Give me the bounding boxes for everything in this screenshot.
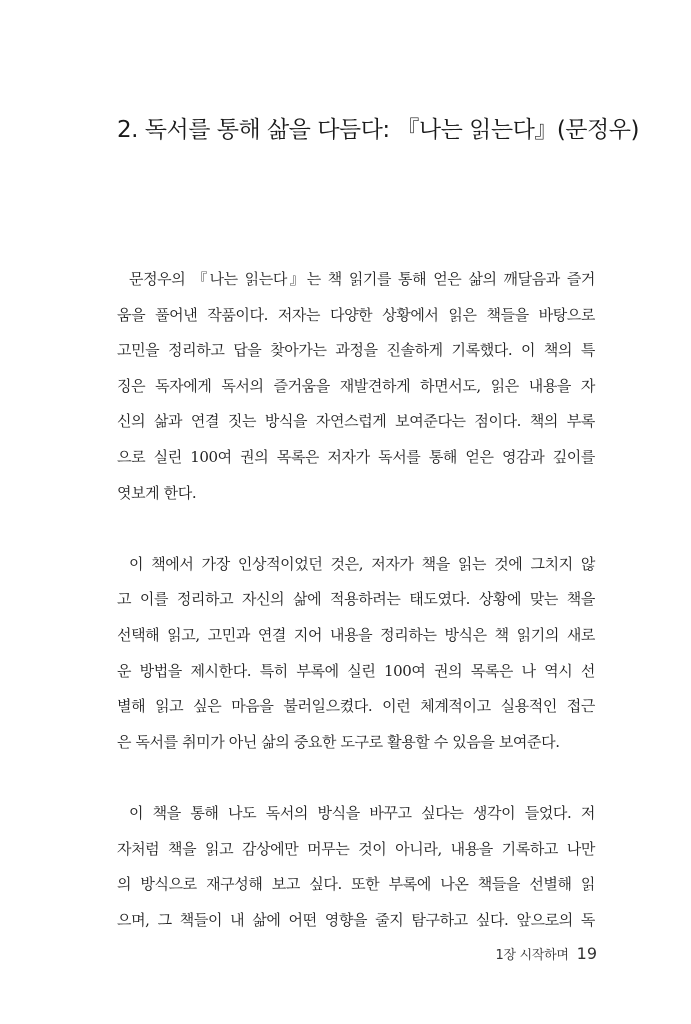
paragraph-2 [117,547,595,761]
paragraph-1 [117,262,595,511]
text-line: 은 독서를 취미가 아닌 삶의 중요한 도구로 활용할 수 있음을 보여준다. [117,732,560,751]
chapter-label: 1장 시작하며 [495,948,569,963]
text-line: 별해 읽고 싶은 마음을 불러일으켰다. 이런 체계적이고 실용적인 접근 [117,697,595,716]
page-footer [496,944,597,963]
text-line: 움을 풀어낸 작품이다. 저자는 다양한 상황에서 읽은 책들을 바탕으로 [117,305,595,324]
text-line: 자처럼 책을 읽고 감상에만 머무는 것이 아니라, 내용을 기록하고 나만 [117,839,595,858]
text-line: 운 방법을 제시한다. 특히 부록에 실린 100여 권의 목록은 나 역시 선 [117,661,595,680]
paragraph-gap [117,511,595,547]
text-line: 엿보게 한다. [117,483,197,502]
text-line: 선택해 읽고, 고민과 연결 지어 내용을 정리하는 방식은 책 읽기의 새로 [117,625,595,644]
section-title: 2. 독서를 통해 삶을 다듬다: 『나는 읽는다』(문정우) [117,117,639,143]
text-line: 으며, 그 책들이 내 삶에 어떤 영향을 줄지 탐구하고 싶다. 앞으로의 독 [117,910,595,929]
text-line: 이 책에서 가장 인상적이었던 것은, 저자가 책을 읽는 것에 그치지 않 [129,554,595,573]
paragraph-3 [117,796,595,938]
text-line: 고민을 정리하고 답을 찾아가는 과정을 진솔하게 기록했다. 이 책의 특 [117,341,595,360]
text-line: 징은 독자에게 독서의 즐거움을 재발견하게 하면서도, 읽은 내용을 자 [117,376,595,395]
page-number: 19 [576,944,597,963]
text-line: 신의 삶과 연결 짓는 방식을 자연스럽게 보여준다는 점이다. 책의 부록 [117,412,595,431]
body-text [117,262,595,938]
text-line: 의 방식으로 재구성해 보고 싶다. 또한 부록에 나온 책들을 선별해 읽 [117,875,595,894]
text-line: 이 책을 통해 나도 독서의 방식을 바꾸고 싶다는 생각이 들었다. 저 [129,803,595,822]
text-line: 고 이를 정리하고 자신의 삶에 적용하려는 태도였다. 상황에 맞는 책을 [117,590,595,609]
text-line: 으로 실린 100여 권의 목록은 저자가 독서를 통해 얻은 영감과 깊이를 [117,447,595,466]
paragraph-gap [117,760,595,796]
text-line: 문정우의 『나는 읽는다』는 책 읽기를 통해 얻은 삶의 깨달음과 즐거 [129,270,595,288]
